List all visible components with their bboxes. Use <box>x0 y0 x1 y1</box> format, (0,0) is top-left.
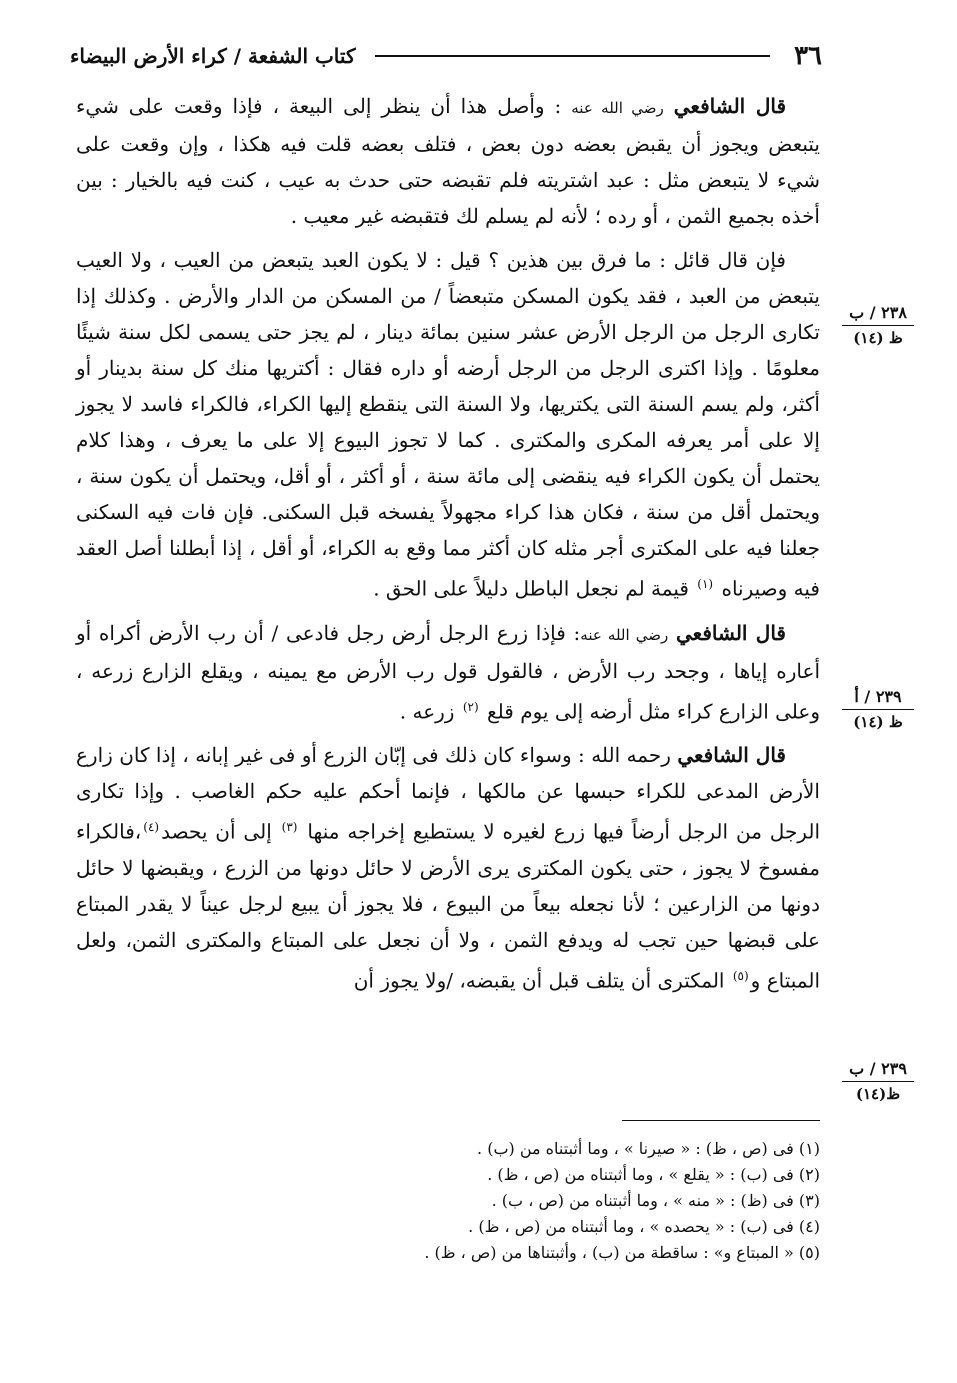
footnote: (٥) « المبتاع و» : ساقطة من (ب) ، وأثبتناها من (ص ، ظ) . <box>424 1243 820 1262</box>
footnote: (٣) فى (ظ) : « منه » ، وما أثبتناه من (ص ، ب) . <box>491 1191 820 1210</box>
page-number: ٣٦ <box>794 41 822 71</box>
folio-divider <box>842 709 914 710</box>
footnote-ref: (٥) <box>732 968 749 983</box>
footnote: (٢) فى (ب) : « يقلع » ، وما أثبتناه من (ص ، ظ) . <box>487 1165 820 1184</box>
paragraph-text: ،فالكراء مفسوخ لا يجوز ، حتى يكون المكترى يرى الأرض لا حائل دونها من الزرع ، ويقبضها لا حائل دونها من الزارعين ؛ لأنا نجعله بيعاً من البيوع ، فلا يجوز أن يبيع لرجل عيناً لا يقدر المبتاع على قبضها حين تجب له ويدفع الثمن ، ولا أن نجعل على المبتاع والمكترى الثمن، ولعل المبتاع و <box>76 819 820 993</box>
speaker-label: قال الشافعي <box>677 743 786 768</box>
paragraph-text-after: زرعه . <box>399 699 461 724</box>
marginal-folio-note <box>838 1058 918 1105</box>
footnote-ref: (١) <box>697 577 714 591</box>
footnote: (١) فى (ص ، ظ) : « صيرنا » ، وما أثبتناه من (ب) . <box>477 1139 820 1158</box>
footnote-separator <box>622 1120 820 1121</box>
paragraph-text: : فإذا زرع الرجل أرض رجل فادعى / أن رب الأرض أكراه أو أعاره إياها ، وجحد رب الأرض ، فالقول قول رب الأرض مع يمينه ، ويقلع الزارع زرعه ، وعلى الزارع كراء مثل أرضه إلى يوم قلع <box>76 620 820 724</box>
paragraph-1 <box>76 88 820 234</box>
paragraph-text: : وأصل هذا أن ينظر إلى البيعة ، فإذا وقعت على شيء يتبعض ويجوز أن يقبض بعضه دون بعض ، فتلف بعضه قلت فيه هكذا ، وإن وقعت على شيء لا يتبعض مثل : عبد اشتريته فلم تقبضه حتى حدث به عيب ، كنت فيه بالخيار : بين أخذه بجميع الثمن ، أو رده ؛ لأنه لم يسلم لك فتقبضه غير معيب . <box>76 94 820 228</box>
footnote-ref: (٢) <box>462 699 479 714</box>
folio-number: ٢٣٩ / ب <box>849 1059 907 1078</box>
footnote-ref: (٣) <box>281 820 298 835</box>
paragraph-text: إلى أن يحصد <box>161 819 280 844</box>
honorific: رحمه الله <box>591 743 671 768</box>
paragraph-text: فإن قال قائل : ما فرق بين هذين ؟ قيل : لا يكون العبد يتبعض من العيب ، ولا العيب يتبعض من العبد ، فقد يكون المسكن متبعضاً / من المسكن من الدار والأرض . وكذلك إذا تكارى الرجل من الرجل الأرض عشر سنين بمائة دينار ، لم يجز حتى يسمى لكل سنة شيئًا معلومًا . وإذا اكترى الرجل من الرجل أرضه أو داره فقال : أكتريها منك كل سنة بدينار أو أكثر، ولم يسم السنة التى يكتريها، ولا السنة التى ينقطع إليها الكراء، فالكراء فاسد لا يجوز إلا على أمر يعرفه المكرى والمكترى . كما لا تجوز البيوع إلا على ما يعرف ، وهذا كلام يحتمل أن يكون الكراء فيه ينقضى إلى مائة سنة ، أو أكثر ، أو أقل، ويحتمل أن يكون سنة ، ويحتمل أقل من سنة ، فكان هذا كراء مجهولاً يفسخه قبل السكنى. فإن فات فيه السكنى جعلنا فيه على المكترى أجر مثله كان أكثر مما وقع به الكراء، أو أقل ، إذا أبطلنا أصل العقد فيه وصيرناه <box>76 248 820 601</box>
paragraph-text: المكترى أن يتلف قبل أن يقبضه، /ولا يجوز أن <box>353 968 731 993</box>
marginal-folio-note <box>838 302 918 349</box>
folio-divider <box>842 325 914 326</box>
footnote-ref: (٤) <box>143 820 160 835</box>
honorific: رضي الله عنه <box>580 625 669 644</box>
manuscript-siglum: ظ(١٤) <box>855 1085 901 1103</box>
paragraph-text-after: قيمة لم نجعل الباطل دليلاً على الحق . <box>373 576 696 601</box>
paragraph-3 <box>76 615 820 730</box>
manuscript-siglum: ظ (١٤) <box>853 329 903 347</box>
speaker-label: قال الشافعي <box>673 94 786 118</box>
marginal-folio-note <box>838 686 918 733</box>
speaker-label: قال الشافعي <box>676 620 786 645</box>
manuscript-siglum: ظ (١٤) <box>853 713 903 731</box>
main-text <box>76 88 820 1007</box>
folio-divider <box>842 1081 914 1082</box>
paragraph-2 <box>76 242 820 607</box>
paragraph-text: : وسواء كان ذلك فى إبّان الزرع أو فى غير إبانه ، إذا كان زارع الأرض المدعى للكراء حبسها عن مالكها ، فإنما أحكم عليه حكم الغاصب . وإذا تكارى الرجل من الرجل أرضاً فيها زرع لغيره لا يستطيع إخراجه منها <box>76 743 820 844</box>
header-rule <box>375 55 770 57</box>
folio-number: ٢٣٩ / أ <box>854 687 902 706</box>
page-header <box>70 38 822 74</box>
honorific: رضي الله عنه <box>571 99 664 117</box>
footnote: (٤) فى (ب) : « يحصده » ، وما أثبتناه من (ص ، ظ) . <box>468 1217 820 1236</box>
footnotes <box>300 1136 820 1266</box>
running-title: كتاب الشفعة / كراء الأرض البيضاء <box>70 44 356 68</box>
paragraph-4 <box>76 737 820 998</box>
folio-number: ٢٣٨ / ب <box>849 303 907 322</box>
